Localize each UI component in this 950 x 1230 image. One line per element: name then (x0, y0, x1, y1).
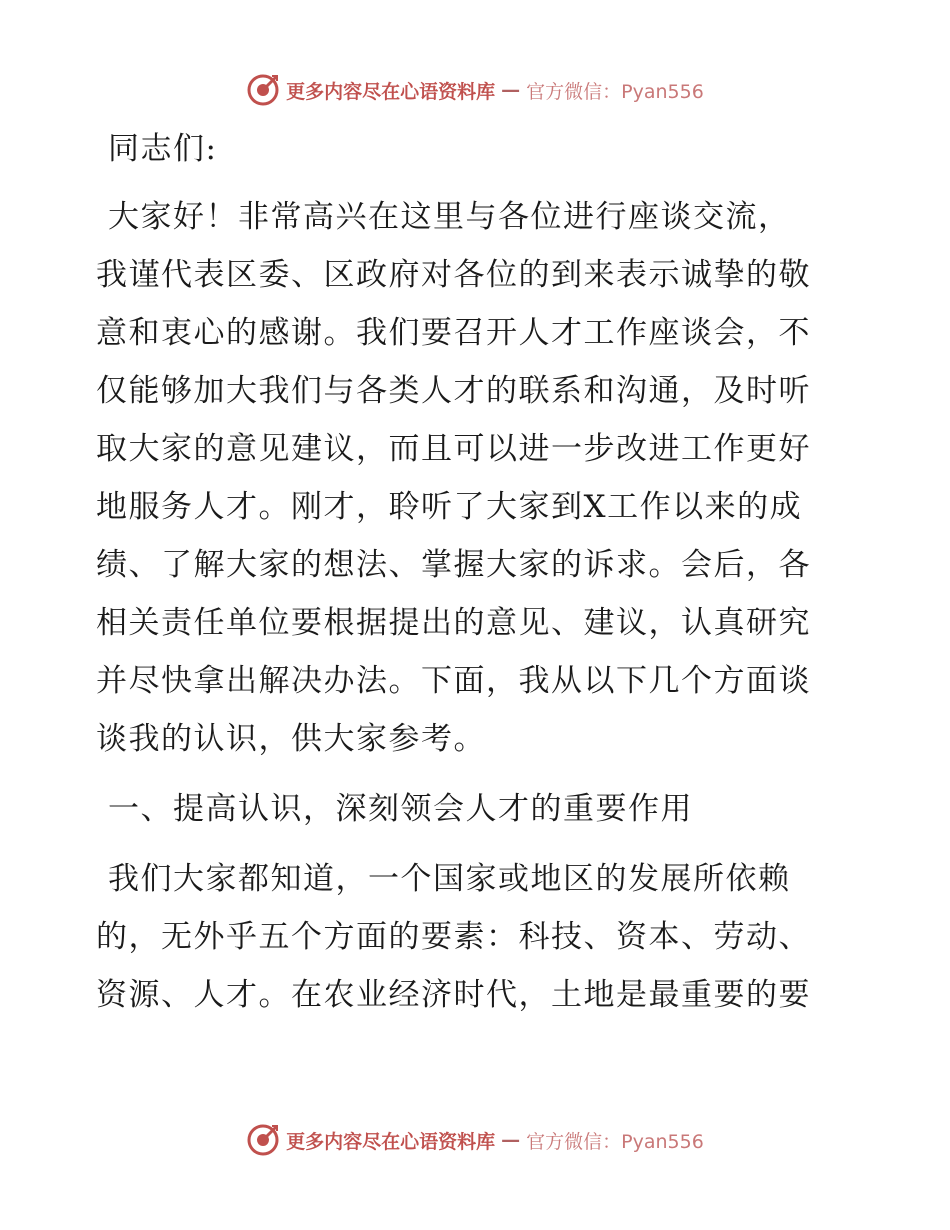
paragraph-line: 资源、人才。在农业经济时代，土地是最重要的要 (96, 977, 811, 1013)
paragraph-line: 地服务人才。刚才，聆听了大家到X工作以来的成 (96, 489, 803, 525)
footer-banner (0, 1120, 950, 1160)
document-body (96, 118, 856, 1024)
paragraph-line: 我们大家都知道，一个国家或地区的发展所依赖 (108, 861, 791, 897)
greeting: 同志们: (108, 131, 218, 167)
paragraph-line: 意和衷心的感谢。我们要召开人才工作座谈会，不 (96, 315, 811, 351)
banner-separator: — (501, 79, 521, 101)
banner-separator: — (501, 1129, 521, 1151)
banner-title: 更多内容尽在心语资料库 (286, 1130, 496, 1153)
banner-wechat: 官方微信：Pyan556 (526, 80, 704, 103)
banner-wechat: 官方微信：Pyan556 (526, 1130, 704, 1153)
banner-title: 更多内容尽在心语资料库 (286, 80, 496, 103)
brand-logo-icon (246, 73, 280, 107)
header-banner (0, 70, 950, 110)
paragraph-line: 相关责任单位要根据提出的意见、建议，认真研究 (96, 605, 811, 641)
paragraph-line: 绩、了解大家的想法、掌握大家的诉求。会后，各 (96, 547, 811, 583)
paragraph-line: 大家好！非常高兴在这里与各位进行座谈交流， (108, 199, 791, 235)
brand-logo-icon (246, 1123, 280, 1157)
paragraph-line: 取大家的意见建议，而且可以进一步改进工作更好 (96, 431, 811, 467)
paragraph-intro (96, 188, 856, 768)
section-heading: 一、提高认识，深刻领会人才的重要作用 (108, 791, 693, 827)
paragraph-line: 并尽快拿出解决办法。下面，我从以下几个方面谈 (96, 663, 811, 699)
paragraph-section-one (96, 850, 856, 1024)
paragraph-line: 我谨代表区委、区政府对各位的到来表示诚挚的敬 (96, 257, 811, 293)
paragraph-line: 谈我的认识，供大家参考。 (96, 721, 486, 757)
paragraph-line: 仅能够加大我们与各类人才的联系和沟通，及时听 (96, 373, 811, 409)
paragraph-line: 的，无外乎五个方面的要素：科技、资本、劳动、 (96, 919, 811, 955)
